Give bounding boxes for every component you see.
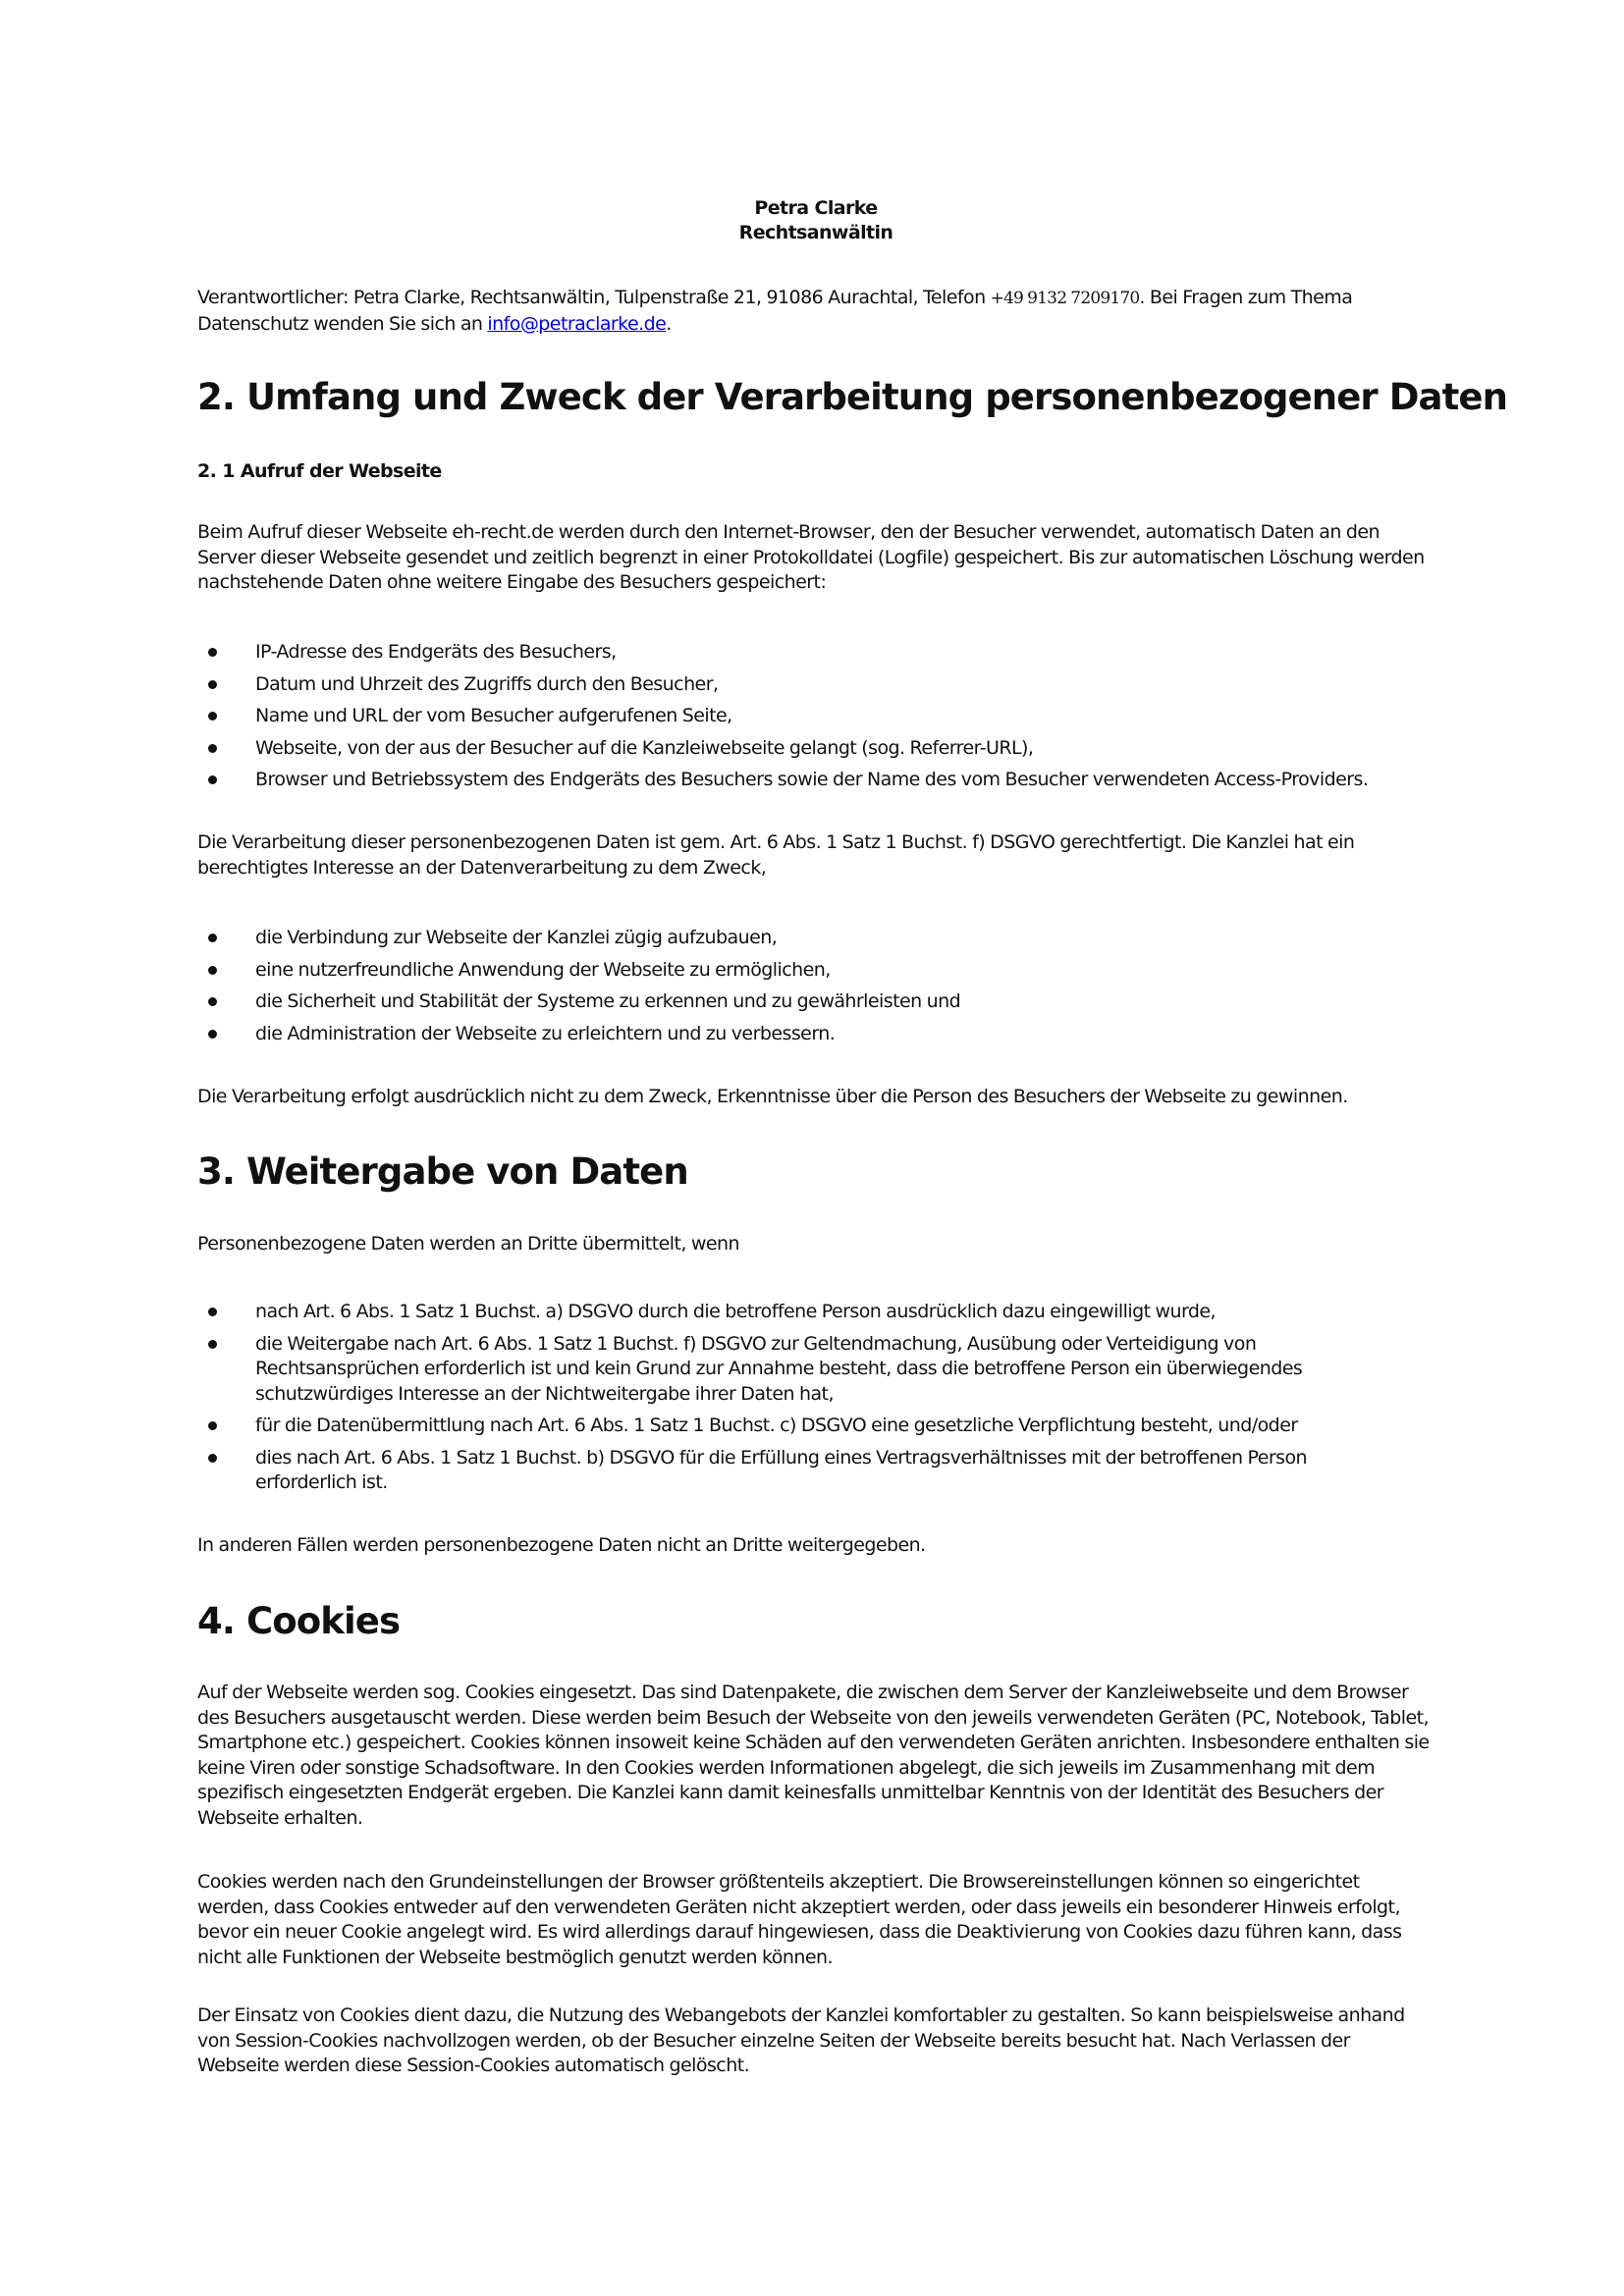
section-4-paragraph-3: Der Einsatz von Cookies dient dazu, die Nutzung des Webangebots der Kanzlei komfortabler zu gestalten. So kann beispielsweise anhand von Session-Cookies nachvollzogen werden, ob der Besucher einzelne Seiten der Webseite bereits besucht hat. Nach Verlassen der Webseite werden diese Session-Cookies automatisch gelöscht. [197,2004,1405,2076]
list-item: die Verbindung zur Webseite der Kanzlei zügig aufzubauen, [197,926,1435,951]
letterhead [197,196,1435,245]
purpose-list [197,926,1435,1053]
list-item: für die Datenübermittlung nach Art. 6 Abs. 1 Satz 1 Buchst. c) DSGVO eine gesetzliche Verpflichtung besteht, und/oder [197,1414,1435,1439]
section-2-paragraph-2: Die Verarbeitung dieser personenbezogenen Daten ist gem. Art. 6 Abs. 1 Satz 1 Buchst. f) DSGVO gerechtfertigt. Die Kanzlei hat ein berechtigtes Interesse an der Datenverarbeitung zu dem Zweck, [197,831,1355,879]
bullet-icon [208,1454,217,1463]
bullet-icon [208,1308,217,1316]
section-4-paragraph-2: Cookies werden nach den Grundeinstellungen der Browser größtenteils akzeptiert. Die Browsereinstellungen können so eingerichtet werden, dass Cookies entweder auf den verwendeten Geräten nicht akzeptiert werden, oder dass jeweils ein besonderer Hinweis erfolgt, bevor ein neuer Cookie angelegt wird. Es wird allerdings darauf hingewiesen, dass die Deaktivierung von Cookies dazu führen kann, dass nicht alle Funktionen der Webseite bestmöglich genutzt werden können. [197,1871,1402,1968]
intro-text-2: . Bei Fragen zum Thema Datenschutz wenden Sie sich an [197,287,1353,335]
bullet-icon [208,775,217,784]
email-link[interactable]: info@petraclarke.de [487,312,667,335]
list-item: IP-Adresse des Endgeräts des Besuchers, [197,640,1435,666]
intro-paragraph [197,286,1435,337]
author-title: Rechtsanwältin [738,222,893,243]
list-item: Datum und Uhrzeit des Zugriffs durch den Besucher, [197,672,1435,698]
section-2-paragraph-3: Die Verarbeitung erfolgt ausdrücklich nicht zu dem Zweck, Erkenntnisse über die Person des Besuchers der Webseite zu gewinnen. [197,1086,1348,1107]
bullet-icon [208,648,217,657]
bullet-icon [208,680,217,689]
list-item: eine nutzerfreundliche Anwendung der Webseite zu ermöglichen, [197,958,1435,984]
transfer-conditions-list [197,1300,1435,1503]
author-name: Petra Clarke [754,197,878,219]
section-4-paragraph-1: Auf der Webseite werden sog. Cookies eingesetzt. Das sind Datenpakete, die zwischen dem Server der Kanzleiwebseite und dem Browser des Besuchers ausgetauscht werden. Diese werden beim Besuch der Webseite von den jeweils verwendeten Geräten (PC, Notebook, Tablet, Smartphone etc.) gespeichert. Cookies können insoweit keine Schäden auf den verwendeten Geräten anrichten. Insbesondere enthalten sie keine Viren oder sonstige Schadsoftware. In den Cookies werden Informationen abgelegt, die sich jeweils im Zusammenhang mit dem spezifisch eingesetzten Endgerät ergeben. Die Kanzlei kann damit keinesfalls unmittelbar Kenntnis von der Identität des Besuchers der Webseite erhalten. [197,1682,1430,1829]
phone-number: +49 9132 7209170 [990,289,1140,308]
section-3-heading: 3. Weitergabe von Daten [197,1150,688,1193]
section-3-paragraph-2: In anderen Fällen werden personenbezogene Daten nicht an Dritte weitergegeben. [197,1534,926,1556]
bullet-icon [208,966,217,975]
bullet-icon [208,744,217,753]
section-2-paragraph-1: Beim Aufruf dieser Webseite eh-recht.de werden durch den Internet-Browser, den der Besucher verwendet, automatisch Daten an den Server dieser Webseite gesendet und zeitlich begrenzt in einer Protokolldatei (Logfile) gespeichert. Bis zur automatischen Löschung werden nachstehende Daten ohne weitere Eingabe des Besuchers gespeichert: [197,521,1425,593]
bullet-icon [208,1030,217,1039]
section-3-paragraph-1: Personenbezogene Daten werden an Dritte übermittelt, wenn [197,1233,739,1255]
list-item: die Sicherheit und Stabilität der Systeme zu erkennen und zu gewährleisten und [197,989,1435,1015]
intro-text-end: . [666,312,672,335]
list-item: nach Art. 6 Abs. 1 Satz 1 Buchst. a) DSGVO durch die betroffene Person ausdrücklich dazu eingewilligt wurde, [197,1300,1435,1325]
section-2-heading: 2. Umfang und Zweck der Verarbeitung personenbezogener Daten [197,376,1508,418]
bullet-icon [208,934,217,942]
bullet-icon [208,1421,217,1430]
logged-data-list [197,640,1435,800]
intro-text: Verantwortlicher: Petra Clarke, Rechtsanwältin, Tulpenstraße 21, 91086 Aurachtal, Telefon [197,287,991,308]
list-item: Browser und Betriebssystem des Endgeräts des Besuchers sowie der Name des vom Besucher verwendeten Access-Providers. [197,768,1435,793]
bullet-icon [208,997,217,1006]
list-item: die Weitergabe nach Art. 6 Abs. 1 Satz 1 Buchst. f) DSGVO zur Geltendmachung, Ausübung oder Verteidigung von Rechtsansprüchen erforderlich ist und kein Grund zur Annahme besteht, dass die betroffene Person ein überwiegendes schutzwürdiges Interesse an der Nichtweitergabe ihrer Daten hat, [197,1332,1435,1408]
section-2-1-subheading: 2. 1 Aufruf der Webseite [197,460,442,482]
list-item: Name und URL der vom Besucher aufgerufenen Seite, [197,704,1435,729]
list-item: Webseite, von der aus der Besucher auf die Kanzleiwebseite gelangt (sog. Referrer-URL), [197,736,1435,762]
section-4-heading: 4. Cookies [197,1600,401,1642]
bullet-icon [208,712,217,721]
list-item: dies nach Art. 6 Abs. 1 Satz 1 Buchst. b) DSGVO für die Erfüllung eines Vertragsverhältnisses mit der betroffenen Person erforderlich ist. [197,1446,1435,1496]
bullet-icon [208,1340,217,1349]
list-item: die Administration der Webseite zu erleichtern und zu verbessern. [197,1022,1435,1047]
